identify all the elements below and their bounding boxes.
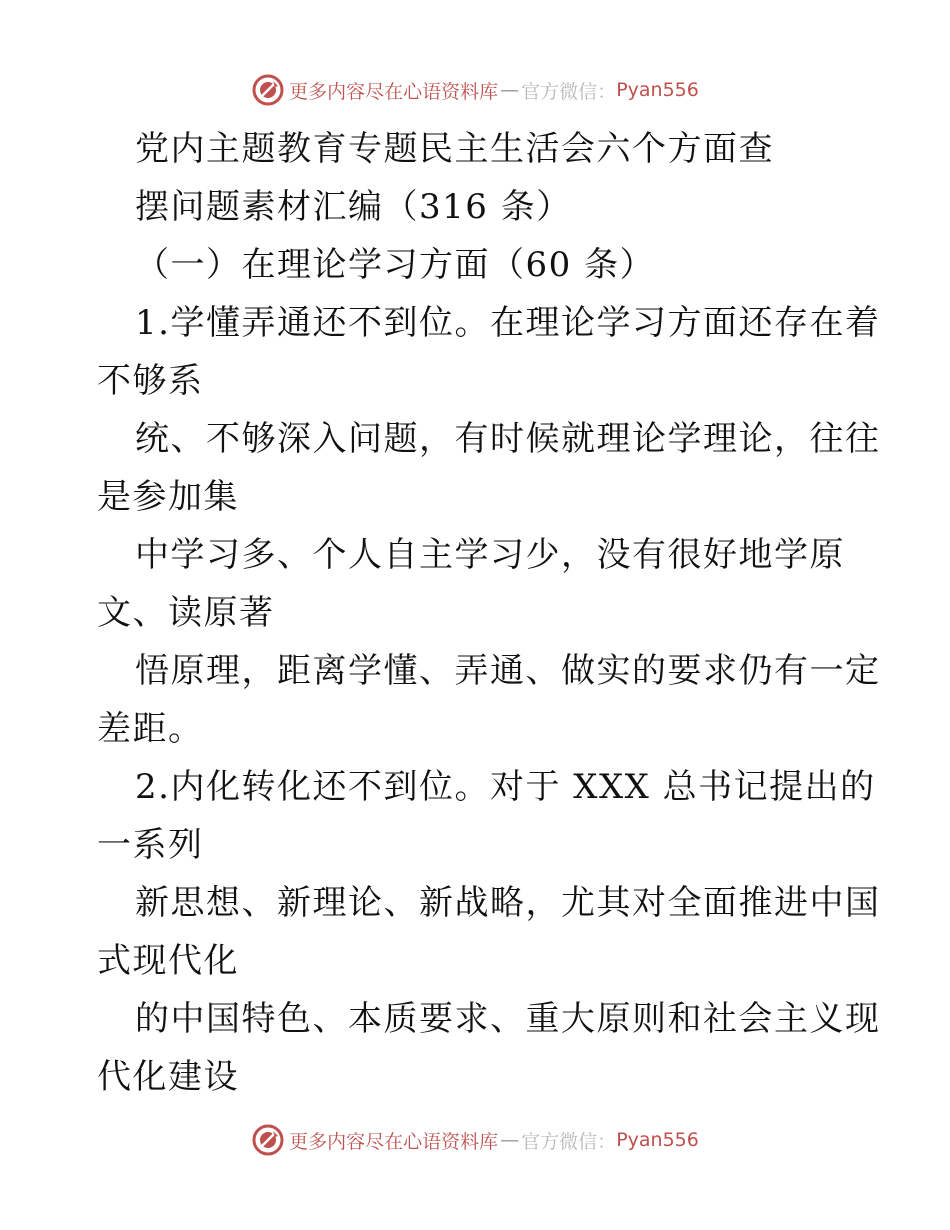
pen-seal-icon (251, 73, 285, 107)
paragraph-line: 统、不够深入问题，有时候就理论学理论，往往 (135, 419, 881, 459)
paragraph-line: 式现代化 (97, 941, 239, 981)
doc-title-line-1: 党内主题教育专题民主生活会六个方面查 (135, 129, 774, 169)
paragraph-line: 1.学懂弄通还不到位。在理论学习方面还存在着 (135, 303, 881, 343)
watermark-separator: — (500, 1129, 520, 1151)
watermark-label: 官方微信： (521, 1130, 617, 1153)
watermark-separator: — (500, 79, 520, 101)
watermark-wechat-id: Pyan556 (616, 79, 699, 101)
watermark-main-text: 更多内容尽在心语资料库 (289, 1130, 499, 1153)
paragraph-line: 悟原理，距离学懂、弄通、做实的要求仍有一定 (135, 651, 881, 691)
watermark-wechat-id: Pyan556 (616, 1129, 699, 1151)
paragraph-line: 中学习多、个人自主学习少，没有很好地学原 (135, 535, 845, 575)
paragraph-line: 是参加集 (97, 477, 239, 517)
paragraph-line: 文、读原著 (97, 593, 275, 633)
paragraph-line: 新思想、新理论、新战略，尤其对全面推进中国 (135, 883, 881, 923)
pen-seal-icon (251, 1123, 285, 1157)
header-watermark (0, 70, 950, 110)
paragraph-line: 一系列 (97, 825, 204, 865)
footer-watermark (0, 1120, 950, 1160)
paragraph-line: 差距。 (97, 709, 204, 749)
paragraph-line: 的中国特色、本质要求、重大原则和社会主义现 (135, 999, 881, 1039)
doc-title-line-2: 摆问题素材汇编（316 条） (135, 187, 572, 227)
document-body (97, 120, 881, 1106)
section-heading: （一）在理论学习方面（60 条） (135, 245, 656, 285)
paragraph-line: 代化建设 (97, 1057, 239, 1097)
paragraph-line: 不够系 (97, 361, 204, 401)
watermark-label: 官方微信： (521, 80, 617, 103)
paragraph-line: 2.内化转化还不到位。对于 XXX 总书记提出的 (135, 767, 876, 807)
watermark-main-text: 更多内容尽在心语资料库 (289, 80, 499, 103)
